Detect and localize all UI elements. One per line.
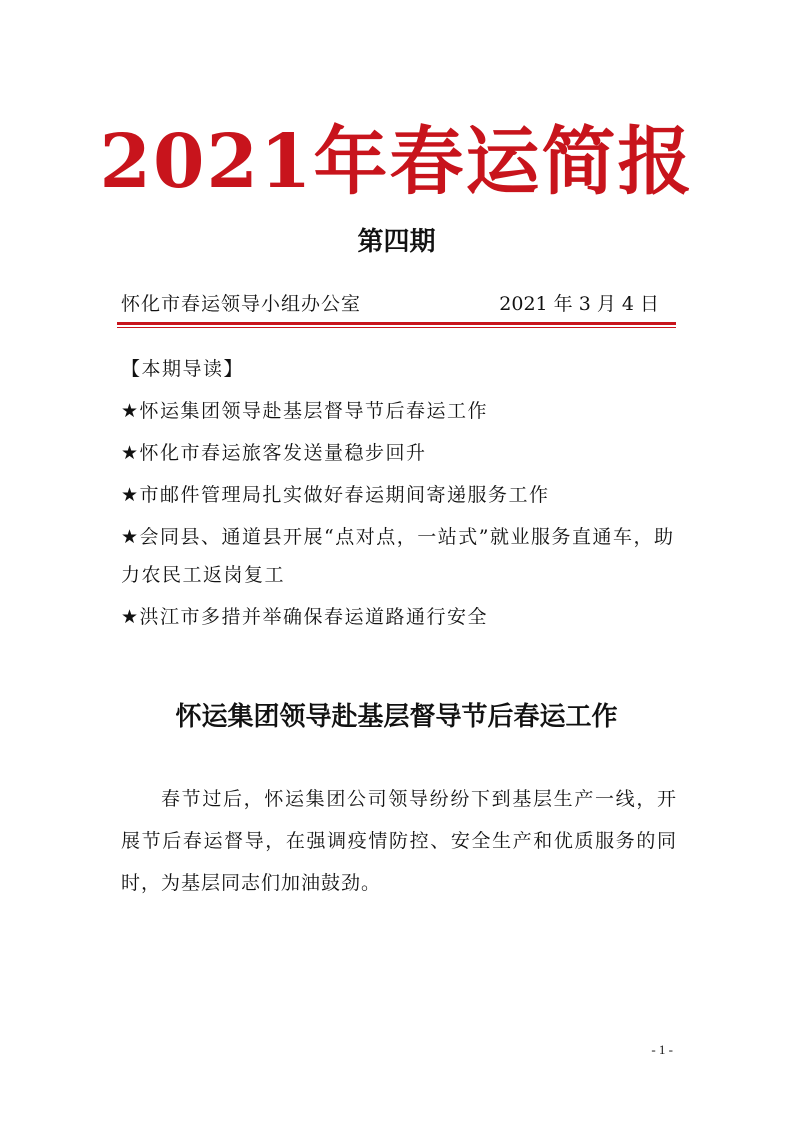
star-icon: ★ [121,484,140,506]
toc-item-text: 会同县、通道县开展“点对点，一站式”就业服务直通车，助力农民工返岗复工 [121,526,675,586]
article-title: 怀运集团领导赴基层督导节后春运工作 [175,702,618,732]
masthead-rule-thin [117,327,676,328]
table-of-contents [121,350,681,636]
toc-item-text: 怀化市春运旅客发送量稳步回升 [139,442,427,464]
toc-item-text: 怀运集团领导赴基层督导节后春运工作 [139,400,489,422]
masthead-title: 2021年春运简报 [99,119,694,205]
issuing-office: 怀化市春运领导小组办公室 [121,293,362,315]
star-icon: ★ [121,400,140,422]
toc-item[interactable] [121,518,681,594]
toc-item[interactable] [121,434,681,472]
toc-item[interactable] [121,392,681,430]
issue-date: 2021 年 3 月 4 日 [499,293,659,315]
page-number: - 1 - [651,1042,673,1057]
masthead-rule-thick [117,322,676,325]
article-body: 春节过后，怀运集团公司领导纷纷下到基层生产一线，开展节后春运督导，在强调疫情防控、安全生产和优质服务的同时，为基层同志们加油鼓劲。 [121,788,677,894]
toc-item[interactable] [121,476,681,514]
star-icon: ★ [121,442,140,464]
toc-item[interactable] [121,598,681,636]
toc-heading: 【本期导读】 [121,358,245,380]
star-icon: ★ [121,526,140,548]
masthead-meta [121,288,673,320]
toc-item-text: 市邮件管理局扎实做好春运期间寄递服务工作 [139,484,550,506]
toc-item-text: 洪江市多措并举确保春运道路通行安全 [139,606,489,628]
issue-number: 第四期 [357,227,436,257]
star-icon: ★ [121,606,140,628]
